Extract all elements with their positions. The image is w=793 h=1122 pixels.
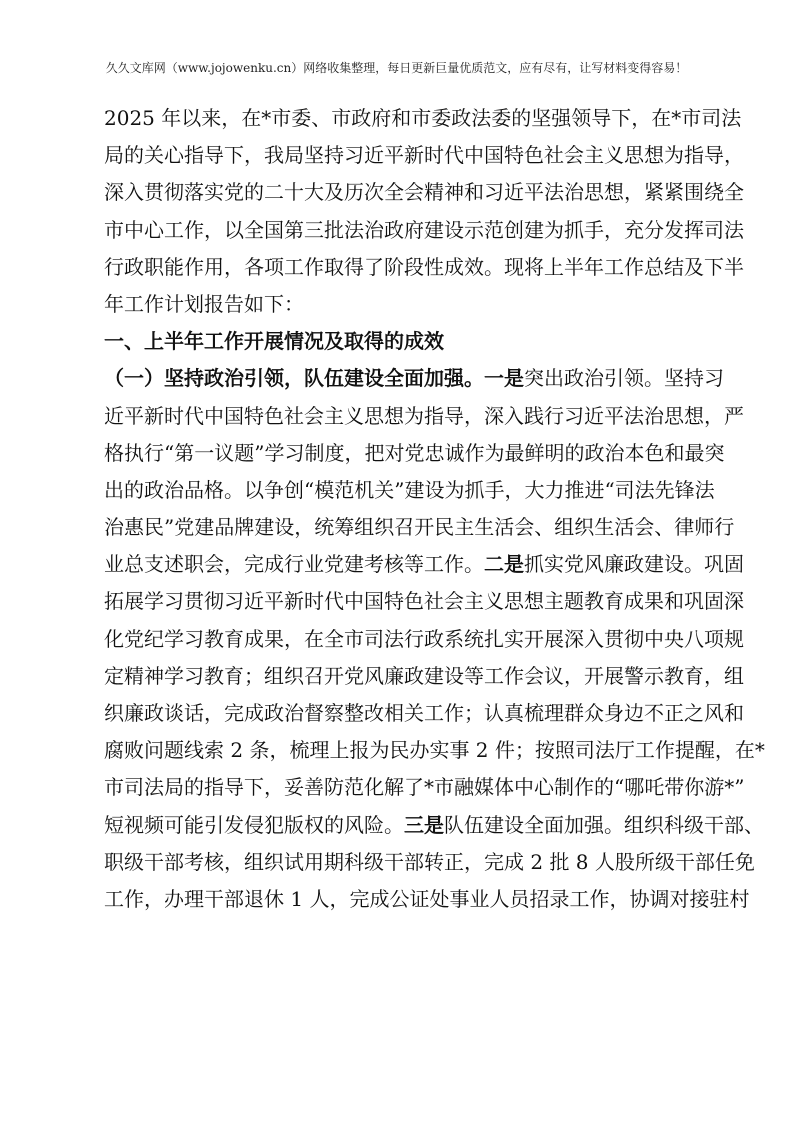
sub-heading-line [104,360,724,397]
header-note: 久久文库网（www.jojowenku.cn）网络收集整理，每日更新巨量优质范文，应有尽有，让写材料变得容易！ [105,61,688,75]
paragraph-line: 深入贯彻落实党的二十大及历次全会精神和习近平法治思想，紧紧围绕全 [104,180,744,205]
paragraph-line: 近平新时代中国特色社会主义思想为指导，深入践行习近平法治思想，严 [104,403,744,428]
point-one-label: 一是 [484,366,524,391]
paragraph-line: 局的关心指导下，我局坚持习近平新时代中国特色社会主义思想为指导， [104,143,744,168]
paragraph-line: 出的政治品格。以争创“模范机关”建设为抓手，大力推进“司法先锋法 [104,477,715,502]
paragraph-line: 年工作计划报告如下： [104,291,304,316]
point-three-label: 三是 [404,812,444,837]
paragraph-line: 职级干部考核，组织试用期科级干部转正，完成 2 批 8 人股所级干部任免 [104,849,755,874]
paragraph-line: 腐败问题线索 2 条，梳理上报为民办实事 2 件；按照司法厅工作提醒，在* [104,738,765,763]
paragraph-line: 化党纪学习教育成果，在全市司法行政系统扎实开展深入贯彻中央八项规 [104,626,744,651]
section-heading: 一、上半年工作开展情况及取得的成效 [104,329,444,354]
paragraph-line: 织廉政谈话，完成政治督察整改相关工作；认真梳理群众身边不正之风和 [104,701,744,725]
paragraph-line: 市中心工作，以全国第三批法治政府建设示范创建为抓手，充分发挥司法 [104,217,744,242]
paragraph-line [104,807,764,844]
paragraph-line: 市司法局的指导下，妥善防范化解了*市融媒体中心制作的“哪吒带你游*” [104,775,745,800]
paragraph-text: 队伍建设全面加强。组织科级干部、 [444,812,764,837]
sub-heading: （一）坚持政治引领，队伍建设全面加强。 [104,366,484,391]
paragraph-line: 格执行“第一议题”学习制度，把对党忠诚作为最鲜明的政治本色和最突 [104,440,725,465]
paragraph-text: 抓实党风廉政建设。巩固 [524,552,744,577]
paragraph-text: 突出政治引领。坚持习 [524,366,724,391]
paragraph-line: 工作，办理干部退休 1 人，完成公证处事业人员招录工作，协调对接驻村 [104,886,750,911]
paragraph-line: 治惠民”党建品牌建设，统筹组织召开民主生活会、组织生活会、律师行 [104,515,735,540]
paragraph-line: 2025 年以来，在*市委、市政府和市委政法委的坚强领导下，在*市司法 [104,106,742,130]
paragraph-line: 行政职能作用，各项工作取得了阶段性成效。现将上半年工作总结及下半 [104,254,744,279]
paragraph-text: 短视频可能引发侵犯版权的风险。 [104,812,404,837]
paragraph-line: 拓展学习贯彻习近平新时代中国特色社会主义思想主题教育成果和巩固深 [104,589,744,614]
paragraph-text: 业总支述职会，完成行业党建考核等工作。 [104,552,484,577]
paragraph-line: 定精神学习教育；组织召开党风廉政建设等工作会议，开展警示教育，组 [104,663,744,688]
point-two-label: 二是 [484,552,524,577]
paragraph-line [104,546,744,583]
document-body [104,100,765,918]
